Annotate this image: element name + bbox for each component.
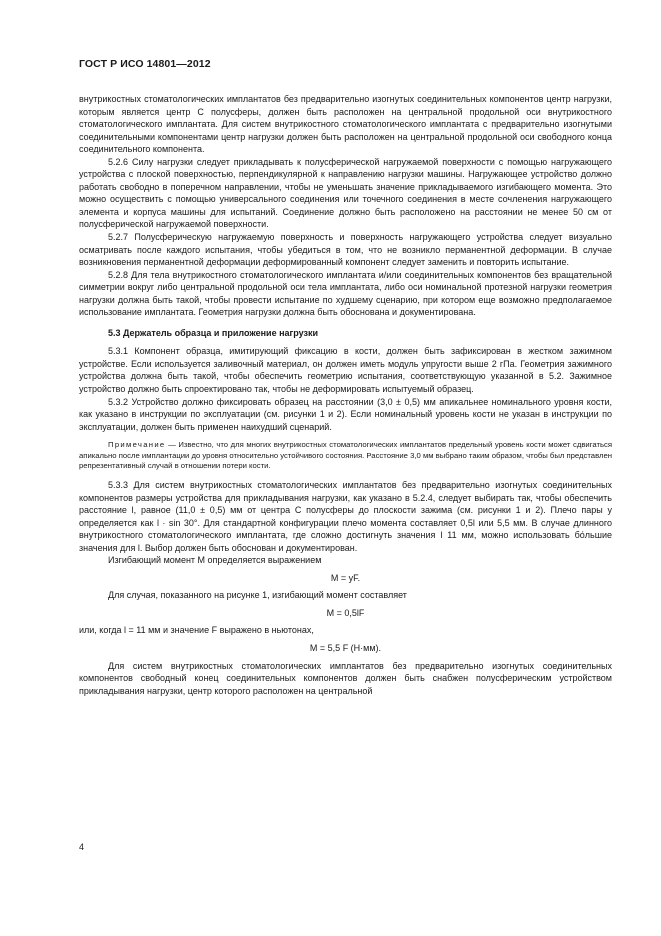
page-header: ГОСТ Р ИСО 14801—2012 (79, 58, 211, 70)
paragraph-5-2-7: 5.2.7 Полусферическую нагружаемую поверхность и поверхность нагружающего устройства следует визуально осматривать после каждого испытания, чтобы убедиться в том, что не возникло перманентной деформации. В случае возникновения перманентной деформации деформированный компонент следует заменить и повторить испытание. (79, 232, 612, 268)
case-figure-1: Для случая, показанного на рисунке 1, изгибающий момент составляет (108, 590, 407, 601)
paragraph-5-2-8: 5.2.8 Для тела внутрикостного стоматологического имплантата и/или соединительных компонентов без вращательной симметрии вокруг либо центральной продольной оси тела имплантата, либо оси номинальной протезной нагрузки геометрия нагрузки должна быть такой, чтобы провести испытание по худшему сценарию, при котором еще возможно предполагаемое использование имплантата. Геометрия нагрузки должна быть обоснована и документирована. (79, 269, 612, 318)
formula-newtons: M = 5,5 F (Н·мм). (309, 643, 382, 654)
moment-intro: Изгибающий момент M определяется выражением (108, 555, 322, 566)
document-body (79, 93, 612, 697)
formula-moment: M = yF. (330, 572, 361, 583)
note-label: Примечание (108, 440, 166, 450)
formula-half-lf: M = 0,5lF (326, 607, 365, 618)
paragraph-5-3-3: 5.3.3 Для систем внутрикостных стоматологических имплантатов без предварительно изогнутых соединительных компонентов размеры устройства для прикладывания нагрузки, как указано в 5.2.4, следует выбирать так, чтобы обеспечить расстояние l, равное (11,0 ± 0,5) мм от центра C полусферы до плоскости зажима (см. рисунки 1 и 2). Плечо пары y определяется как l · sin 30°. Для стандартной конфигурации плечо момента составляет 0,5l или 5,5 мм. В случае длинного внутрикостного стоматологического имплантата, где сложно достигнуть значения l 11 мм, можно использовать бо́льшие значения для l. Выбор должен быть обоснован и документирован. (79, 480, 612, 553)
note-block (79, 440, 612, 472)
section-heading-5-3: 5.3 Держатель образца и приложение нагрузки (108, 327, 319, 338)
page-number: 4 (79, 842, 85, 852)
paragraph-continuation: внутрикостных стоматологических имплантатов без предварительно изогнутых соединительных компонентов центр нагрузки, которым является центр C полусферы, должен быть расположен на центральной продольной оси внутрикостного стоматологического имплантата. Для систем внутрикостного стоматологического имплантата с предварительно изогнутыми соединительными компонентами центр нагрузки должен быть расположен на центральной продольной оси свободного конца соединительного компонента. (79, 94, 612, 155)
or-when-text: или, когда l = 11 мм и значение F выражено в ньютонах, (79, 625, 314, 636)
paragraph-5-2-6: 5.2.6 Силу нагрузки следует прикладывать к полусферической нагружаемой поверхности с помощью нагружающего устройства с плоской поверхностью, перпендикулярной к направлению нагрузки машины. Нагружающее устройство должно работать свободно в поперечном направлении, чтобы не уменьшать значение прикладываемого изгибающего момента. Это можно осуществить с помощью универсального соединения или точечного соединения в месте сочленения нагружающего элемента и корпуса машины для испытаний. Соединение должно быть расположено на расстоянии не менее 50 см от полусферической нагружаемой поверхности. (79, 156, 612, 230)
note-text: — Известно, что для многих внутрикостных стоматологических имплантатов предельный уровень кости может сдвигаться апикально после имплантации до уровня относительно устойчивого состояния. Расстояние 3,0 мм выбрано таким образом, чтобы был представлен репрезентативный случай в отношении потери кости. (79, 440, 612, 471)
paragraph-5-3-2: 5.3.2 Устройство должно фиксировать образец на расстоянии (3,0 ± 0,5) мм апикальнее номинального уровня кости, как указано в инструкции по эксплуатации (см. рисунки 1 и 2). Если номинальный уровень кости не указан в инструкции по эксплуатации, должен быть применен наихудший сценарий. (79, 396, 612, 432)
paragraph-5-3-1: 5.3.1 Компонент образца, имитирующий фиксацию в кости, должен быть зафиксирован в жестком зажимном устройстве. Если используется заливочный материал, он должен иметь модуль упругости выше 2 гПа. Геометрия зажимного устройства должна быть такой, чтобы обеспечить геометрию испытания, соответствующую указанной в 5.2. Зажимное устройство должно быть спроектировано так, чтобы не деформировать испытуемый образец. (79, 346, 612, 395)
paragraph-last: Для систем внутрикостных стоматологических имплантатов без предварительно изогнутых соединительных компонентов свободный конец соединительных компонентов должен быть снабжен полусферическим устройством прикладывания нагрузки, центр которого расположен на центральной (79, 660, 612, 696)
